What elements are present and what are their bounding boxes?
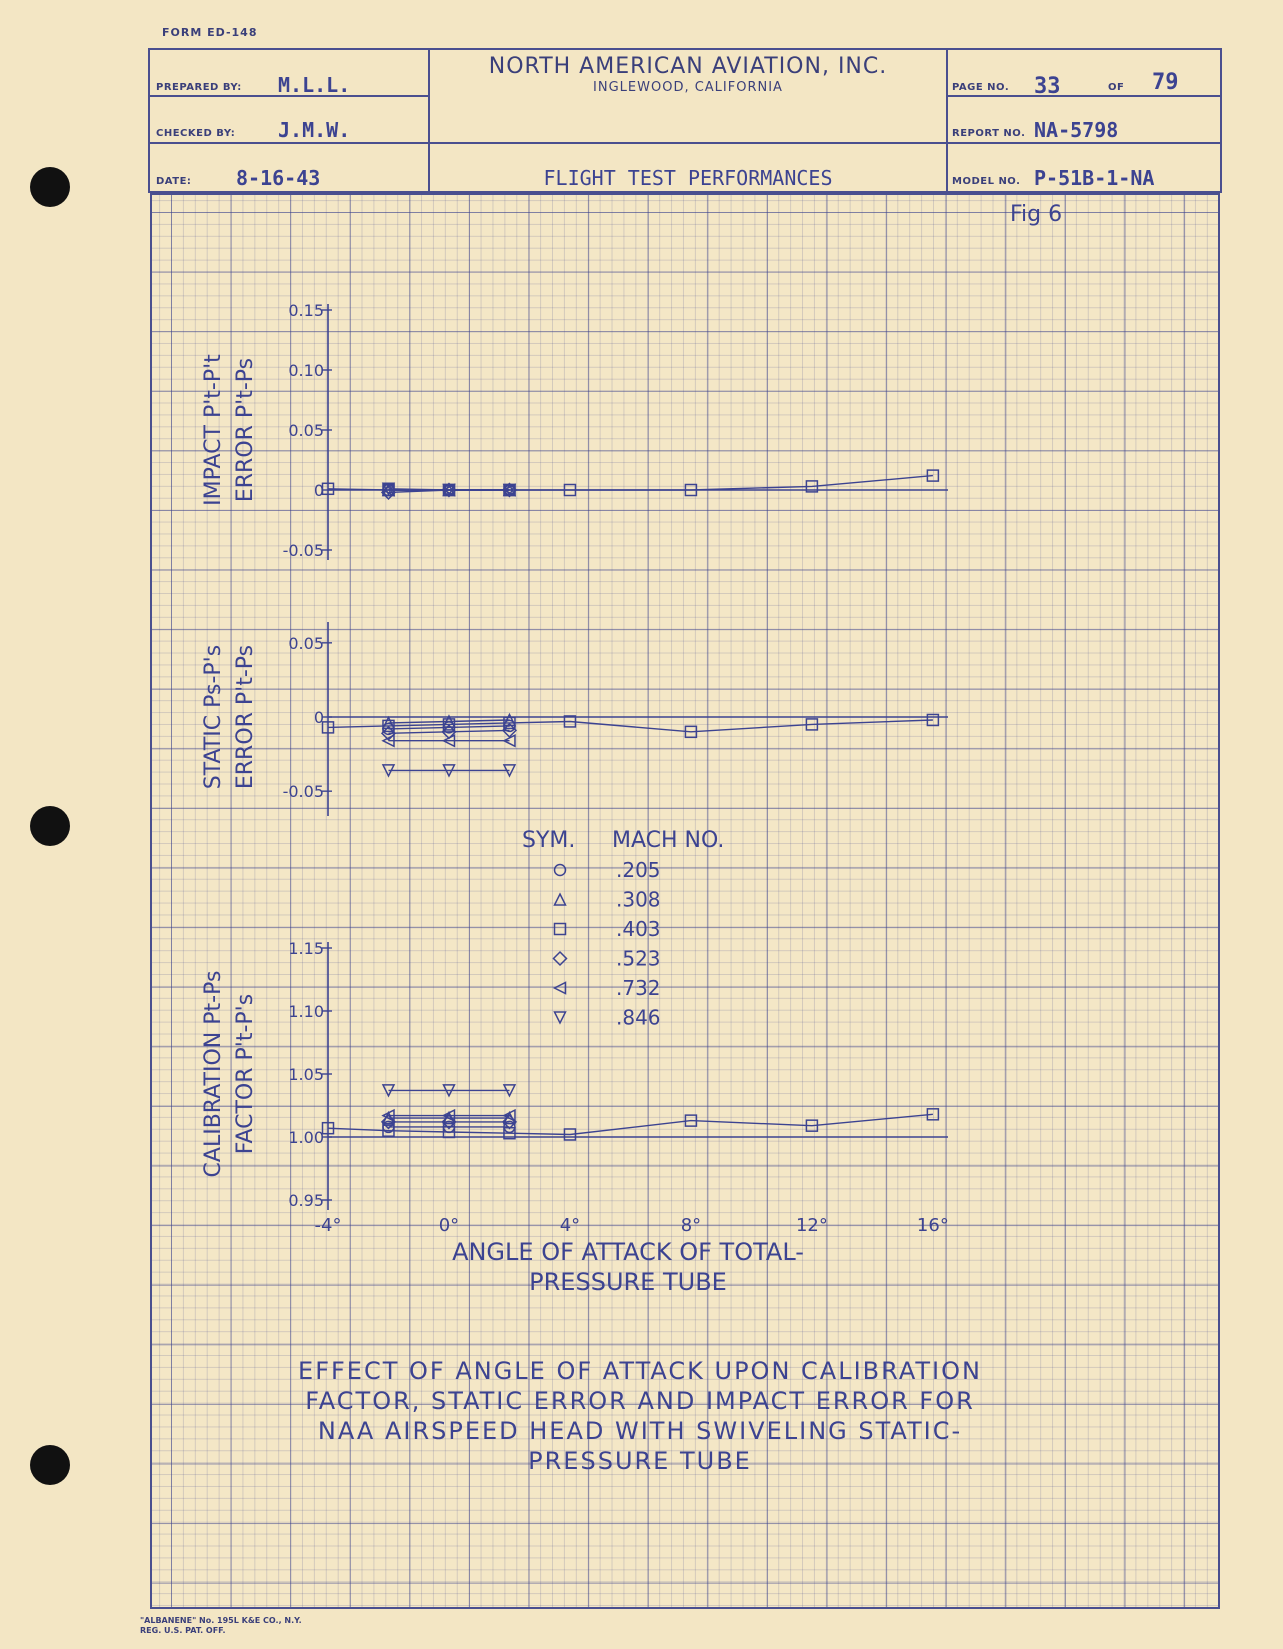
impact-y-label-2: ERROR P't-Ps [233, 357, 258, 503]
x-tick-label: 16° [916, 1215, 949, 1236]
x-tick-label: -4° [314, 1215, 342, 1236]
model-number: P-51B-1-NA [1034, 166, 1155, 190]
caption-line-1: EFFECT OF ANGLE OF ATTACK UPON CALIBRATION [298, 1357, 982, 1385]
figure-label: Fig 6 [1010, 202, 1063, 227]
checked-by-value: J.M.W. [278, 118, 351, 142]
caption-line-2: FACTOR, STATIC ERROR AND IMPACT ERROR FOR [305, 1387, 975, 1415]
x-tick-label: 12° [795, 1215, 828, 1236]
caption-line-4: PRESSURE TUBE [528, 1447, 752, 1475]
x-tick-label: 8° [680, 1215, 702, 1236]
paper-imprint [140, 1616, 302, 1636]
x-tick-label: 4° [559, 1215, 581, 1236]
x-axis-label-1: ANGLE OF ATTACK OF TOTAL- [452, 1238, 804, 1266]
x-axis-label-2: PRESSURE TUBE [529, 1268, 727, 1296]
page-number: 33 [1034, 74, 1061, 99]
impact-y-tick-label: 0.10 [288, 361, 324, 380]
company-location: INGLEWOOD, CALIFORNIA [593, 80, 783, 95]
page-total: 79 [1152, 70, 1179, 95]
legend-mach-732: .732 [616, 976, 661, 1000]
legend-symbol-triangle-down [555, 1012, 566, 1023]
legend-sym-header: SYM. [522, 828, 576, 853]
static-y-tick-label: 0.05 [288, 633, 324, 653]
prepared-by-value: M.L.L. [278, 73, 351, 97]
static-y-tick-label: 0 [313, 708, 324, 727]
figure-caption [250, 1356, 1030, 1476]
impact-y-label-1: IMPACT P't-P't [201, 354, 226, 506]
calibration-y-tick-label: 1.05 [288, 1065, 324, 1084]
impact-y-tick-label: 0.15 [288, 301, 324, 320]
page-label: PAGE NO. [952, 82, 1010, 93]
impact-series-triangle-down-line [389, 489, 510, 490]
legend-symbol-circle [555, 865, 566, 876]
legend-mach-523: .523 [616, 946, 661, 971]
imprint-line-2: REG. U.S. PAT. OFF. [140, 1626, 226, 1635]
impact-series-square-line [328, 476, 933, 490]
legend-symbol-diamond [554, 952, 567, 965]
report-label: REPORT NO. [952, 128, 1026, 139]
report-number: NA-5798 [1034, 118, 1119, 142]
x-tick-label: 0° [438, 1215, 460, 1236]
calibration-y-tick-label: 1.10 [288, 1002, 324, 1021]
report-title: FLIGHT TEST PERFORMANCES [543, 166, 833, 190]
company-name: NORTH AMERICAN AVIATION, INC. [488, 54, 888, 79]
legend-symbol-triangle-up [555, 894, 566, 905]
of-label: OF [1108, 82, 1125, 93]
static-y-label-2: ERROR P't-Ps [233, 644, 258, 790]
legend-mach-header: MACH NO. [612, 828, 725, 853]
date-value: 8-16-43 [236, 166, 321, 190]
imprint-line-1: "ALBANENE" No. 195L K&E CO., N.Y. [140, 1616, 302, 1625]
model-label: MODEL NO. [952, 176, 1021, 187]
legend-mach-403: .403 [616, 917, 661, 941]
calibration-y-tick-label: 1.00 [288, 1128, 324, 1147]
static-y-tick-label: -0.05 [282, 782, 324, 802]
checked-by-label: CHECKED BY: [156, 128, 236, 139]
calibration-y-label-1: CALIBRATION Pt-Ps [201, 970, 226, 1178]
date-label: DATE: [156, 176, 192, 187]
prepared-by-label: PREPARED BY: [156, 82, 242, 93]
calibration-y-tick-label: 0.95 [288, 1191, 324, 1210]
impact-y-tick-label: 0.05 [288, 421, 324, 440]
impact-y-tick-label: 0 [313, 481, 324, 500]
calibration-y-label-2: FACTOR P't-P's [233, 993, 258, 1155]
form-number: FORM ED-148 [162, 26, 258, 39]
legend-mach-308: .308 [616, 887, 661, 912]
calibration-y-tick-label: 1.15 [288, 939, 324, 958]
impact-y-tick-label: -0.05 [282, 541, 324, 560]
legend-mach-846: .846 [616, 1005, 661, 1030]
legend-symbol-square [555, 924, 566, 935]
static-y-label-1: STATIC Ps-P's [201, 644, 226, 790]
legend-mach-205: .205 [616, 858, 661, 882]
caption-line-3: NAA AIRSPEED HEAD WITH SWIVELING STATIC- [317, 1417, 963, 1445]
legend-symbol-triangle-left [555, 983, 566, 994]
calibration-series-square-line [328, 1114, 933, 1134]
